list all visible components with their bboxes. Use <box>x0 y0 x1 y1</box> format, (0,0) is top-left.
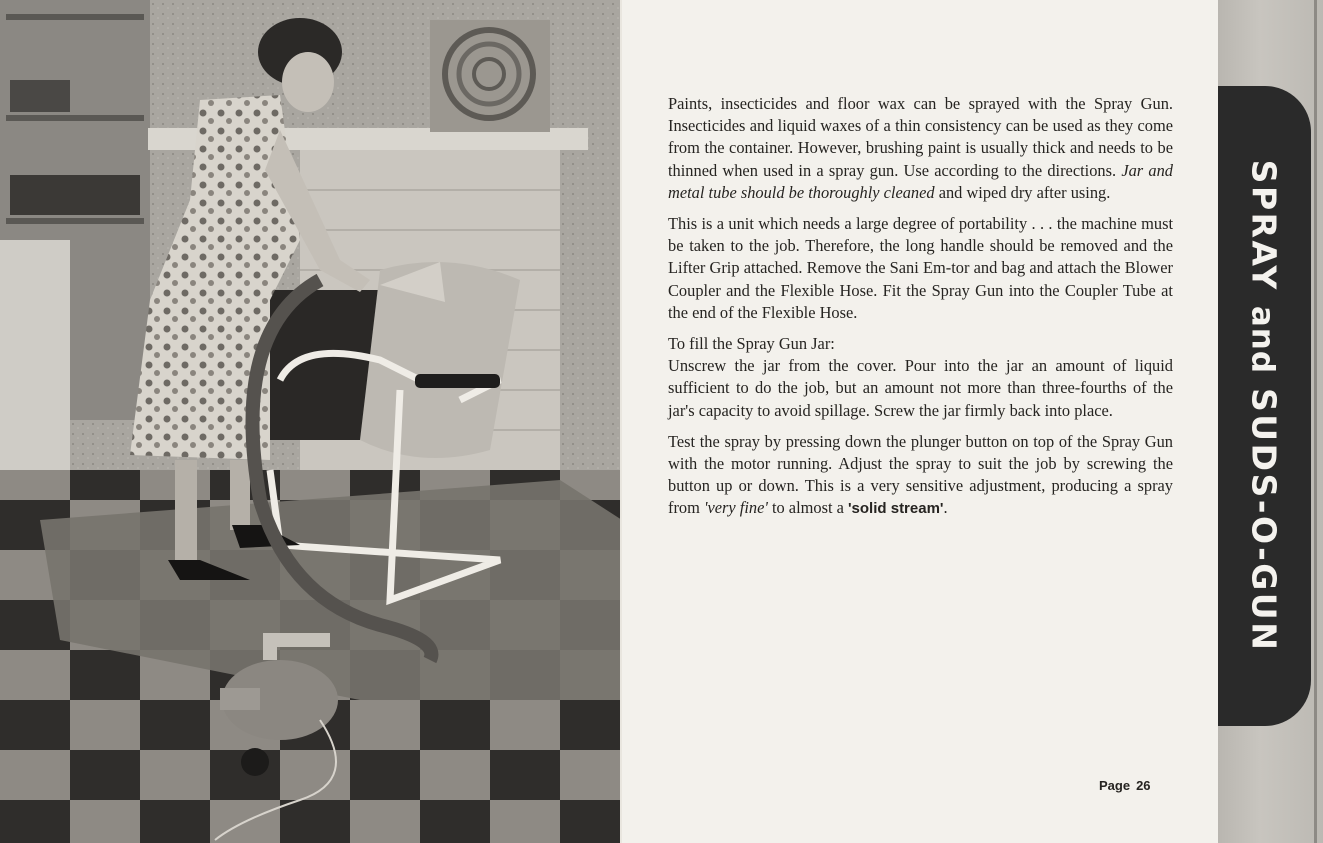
text-page <box>622 0 1218 843</box>
photo <box>0 0 622 843</box>
paragraph-spray-materials <box>668 93 1173 204</box>
section-tab-label <box>1245 160 1284 653</box>
paragraph-test-spray <box>668 431 1173 521</box>
paragraph-end: . <box>943 498 948 518</box>
edge-fold <box>1314 0 1317 843</box>
tab-word-suds-o-gun: SUDS-O-GUN <box>1244 388 1284 653</box>
bold-solid-stream: 'solid stream' <box>847 500 944 518</box>
paragraph-text: Paints, insecticides and floor wax can be sprayed with the Spray Gun. Insecticides and liquid waxes of a thin consistency can be used as they come from the container. However, brushing paint is usually thick and needs to be thinned when used in a spray gun. Use according to the directions. <box>668 94 1173 180</box>
paragraph-mid: to almost a <box>767 498 848 518</box>
page-label: Page <box>1099 778 1131 793</box>
paragraph-text: Unscrew the jar from the cover. Pour into the jar an amount of liquid sufficient to do the job, but an amount not more than three-fourths of the jar's capacity to avoid spillage. Screw the jar firmly back into place. <box>668 356 1173 420</box>
paragraph-tail: and wiped dry after using. <box>934 182 1111 202</box>
paragraph-fill-jar <box>668 333 1173 422</box>
body-text <box>668 93 1173 530</box>
tab-word-and: and <box>1244 305 1281 375</box>
fill-heading: To fill the Spray Gun Jar: <box>668 334 835 354</box>
italic-very-fine: 'very fine' <box>703 498 768 518</box>
tab-word-spray: SPRAY <box>1244 159 1284 292</box>
paragraph-portability <box>668 213 1173 324</box>
photo-illustration <box>0 0 622 843</box>
paragraph-text: Test the spray by pressing down the plunger button on top of the Spray Gun with the motor running. Adjust the spray to suit the job by screwing the button up or down. This is a very sensitive adjustment, producing a spray from <box>668 431 1173 518</box>
page-number <box>1099 778 1151 793</box>
page-number-value: 26 <box>1136 778 1151 793</box>
paragraph-text: This is a unit which needs a large degree of portability . . . the machine must be taken to the job. Therefore, the long handle should be removed and the Lifter Grip attached. Remove the Sani Em-tor and bag and attach the Blower Coupler and the Flexible Hose. Fit the Spray Gun into the Coupler Tube at the end of the Flexible Hose. <box>668 214 1173 322</box>
italic-note: Jar and metal tube should be thoroughly cleaned <box>668 160 1173 202</box>
